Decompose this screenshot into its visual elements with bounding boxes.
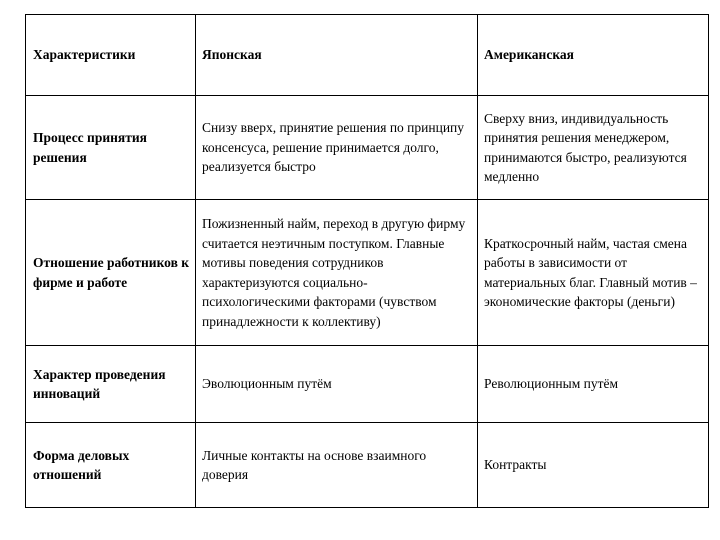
japanese-cell: Эволюционным путём [196,346,478,423]
american-cell: Контракты [478,423,709,508]
table-row [26,423,709,508]
comparison-table [25,14,709,508]
table-header-row [26,15,709,96]
table-row [26,346,709,423]
row-label: Характер проведения инноваций [26,346,196,423]
japanese-cell: Личные контакты на основе взаимного доверия [196,423,478,508]
row-label: Процесс принятия решения [26,96,196,200]
header-japanese: Японская [196,15,478,96]
header-characteristics: Характеристики [26,15,196,96]
japanese-cell: Снизу вверх, принятие решения по принципу консенсуса, решение принимается долго, реализуется быстро [196,96,478,200]
american-cell: Сверху вниз, индивидуальность принятия решения менеджером, принимаются быстро, реализуются медленно [478,96,709,200]
header-american: Американская [478,15,709,96]
american-cell: Революционным путём [478,346,709,423]
american-cell: Краткосрочный найм, частая смена работы в зависимости от материальных благ. Главный мотив – экономические факторы (деньги) [478,200,709,346]
row-label: Отношение работников к фирме и работе [26,200,196,346]
table-row [26,200,709,346]
table-row [26,96,709,200]
row-label: Форма деловых отношений [26,423,196,508]
japanese-cell: Пожизненный найм, переход в другую фирму считается неэтичным поступком. Главные мотивы поведения сотрудников характеризуются социально-психологическими факторами (чувством принадлежности к коллективу) [196,200,478,346]
